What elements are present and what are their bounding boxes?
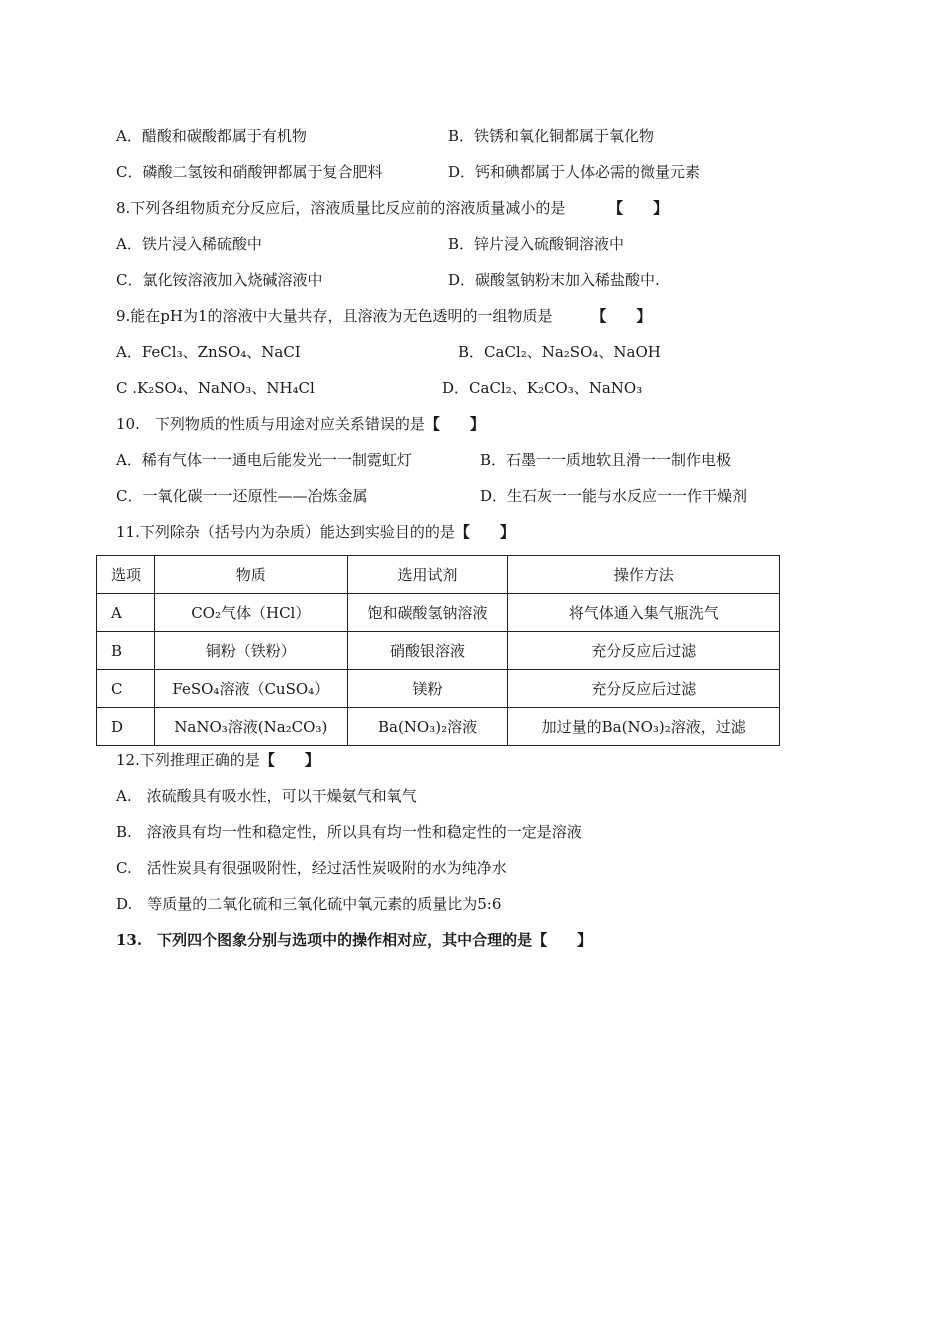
q8-answer-bracket: 【 】	[608, 199, 669, 217]
table-cell: 充分反应后过滤	[508, 670, 780, 708]
table-cell: A	[97, 594, 155, 632]
q11-table	[96, 555, 780, 746]
table-row	[97, 708, 780, 746]
q10-option-a: A．稀有气体一一通电后能发光一一制霓虹灯	[116, 451, 412, 469]
table-cell: 将气体通入集气瓶洗气	[508, 594, 780, 632]
table-cell: CO₂气体（HCl）	[154, 594, 347, 632]
q8-option-b: B．锌片浸入硫酸铜溶液中	[448, 235, 625, 253]
table-cell: 加过量的Ba(NO₃)₂溶液，过滤	[508, 708, 780, 746]
q7-option-c: C．磷酸二氢铵和硝酸钾都属于复合肥料	[116, 163, 383, 181]
q10-option-d: D．生石灰一一能与水反应一一作干燥剂	[480, 487, 748, 505]
q8-stem	[116, 198, 668, 218]
q9-option-c: C .K₂SO₄、NaNO₃、NH₄Cl	[116, 379, 315, 397]
q12-option-b: B. 溶液具有均一性和稳定性，所以具有均一性和稳定性的一定是溶液	[116, 823, 582, 841]
table-cell: 镁粉	[347, 670, 508, 708]
table-cell: 饱和碳酸氢钠溶液	[347, 594, 508, 632]
q9-option-b: B．CaCl₂、Na₂SO₄、NaOH	[458, 343, 661, 361]
header-reagent: 选用试剂	[347, 556, 508, 594]
q11-answer-bracket: 【 】	[454, 523, 515, 541]
header-method: 操作方法	[508, 556, 780, 594]
q12-answer-bracket: 【 】	[259, 751, 320, 769]
q10-option-b: B．石墨一一质地软且滑一一制作电极	[480, 451, 732, 469]
table-row	[97, 670, 780, 708]
q9-stem-text: 9.能在pH为1的溶液中大量共存，且溶液为无色透明的一组物质是	[116, 307, 553, 325]
q13-stem	[116, 930, 592, 950]
table-cell: 硝酸银溶液	[347, 632, 508, 670]
table-cell: 充分反应后过滤	[508, 632, 780, 670]
q13-answer-bracket: 【 】	[532, 931, 593, 949]
q10-stem	[116, 414, 485, 434]
q9-option-d: D．CaCl₂、K₂CO₃、NaNO₃	[442, 379, 643, 397]
table-cell: FeSO₄溶液（CuSO₄）	[154, 670, 347, 708]
q12-stem-text: 12.下列推理正确的是	[116, 751, 260, 769]
q9-answer-bracket: 【 】	[591, 307, 652, 325]
table-cell: 铜粉（铁粉）	[154, 632, 347, 670]
q12-option-c: C. 活性炭具有很强吸附性，经过活性炭吸附的水为纯净水	[116, 859, 507, 877]
q10-answer-bracket: 【 】	[424, 415, 485, 433]
q8-stem-text: 8.下列各组物质充分反应后，溶液质量比反应前的溶液质量减小的是	[116, 199, 566, 217]
q8-option-a: A．铁片浸入稀硫酸中	[116, 235, 262, 253]
q9-stem	[116, 306, 651, 326]
q9-option-a: A．FeCl₃、ZnSO₄、NaCI	[116, 343, 301, 361]
q11-stem-text: 11.下列除杂（括号内为杂质）能达到实验目的的是	[116, 523, 455, 541]
table-row	[97, 632, 780, 670]
q12-option-a: A. 浓硫酸具有吸水性，可以干燥氨气和氧气	[116, 787, 417, 805]
q8-option-c: C．氯化铵溶液加入烧碱溶液中	[116, 271, 323, 289]
q8-option-d: D．碳酸氢钠粉末加入稀盐酸中.	[448, 271, 660, 289]
q11-stem	[116, 522, 515, 542]
q13-stem-text: 13. 下列四个图象分别与选项中的操作相对应，其中合理的是	[116, 931, 533, 949]
q7-option-a: A．醋酸和碳酸都属于有机物	[116, 127, 307, 145]
q10-option-c: C．一氧化碳一一还原性——冶炼金属	[116, 487, 368, 505]
table-cell: NaNO₃溶液(Na₂CO₃)	[154, 708, 347, 746]
q10-stem-text: 10. 下列物质的性质与用途对应关系错误的是	[116, 415, 425, 433]
header-option: 选项	[97, 556, 155, 594]
q7-option-d: D．钙和碘都属于人体必需的微量元素	[448, 163, 701, 181]
table-cell: Ba(NO₃)₂溶液	[347, 708, 508, 746]
table-header-row	[97, 556, 780, 594]
q7-option-b: B．铁锈和氧化铜都属于氧化物	[448, 127, 655, 145]
table-cell: B	[97, 632, 155, 670]
header-substance: 物质	[154, 556, 347, 594]
table-row	[97, 594, 780, 632]
table-cell: D	[97, 708, 155, 746]
table-cell: C	[97, 670, 155, 708]
q12-stem	[116, 750, 320, 770]
q12-option-d: D. 等质量的二氧化硫和三氧化硫中氧元素的质量比为5:6	[116, 895, 502, 913]
